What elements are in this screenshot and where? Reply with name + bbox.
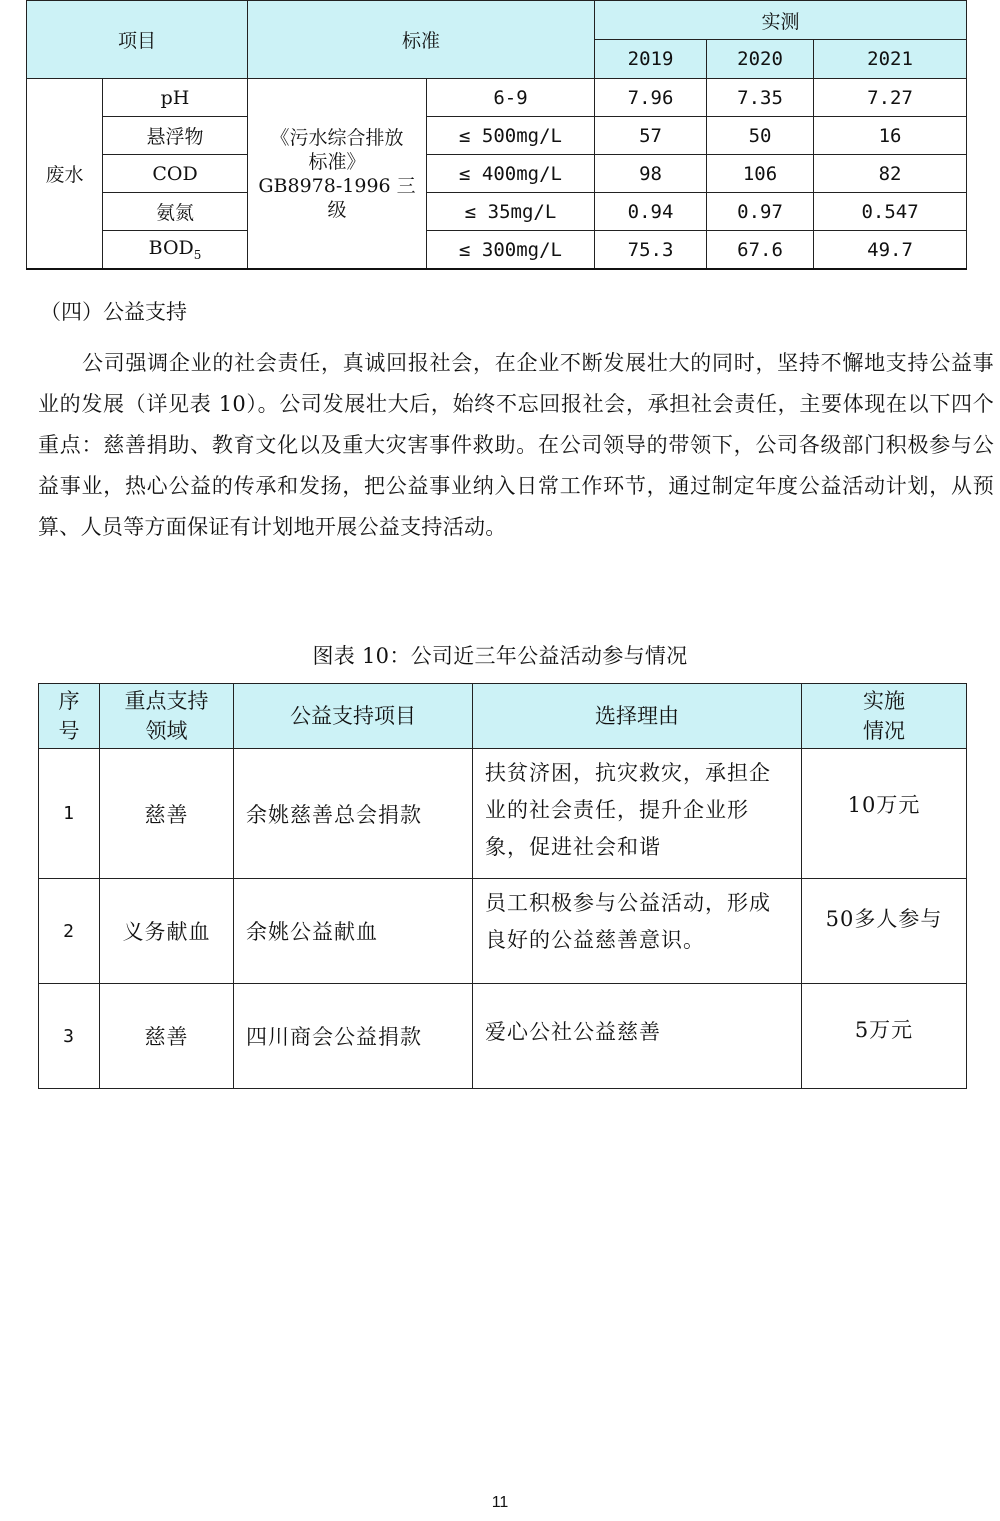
- seq-cell: 3: [39, 984, 100, 1089]
- header-line: 领域: [145, 719, 188, 743]
- project-cell: 余姚公益献血: [234, 879, 473, 984]
- table-row: [27, 117, 967, 155]
- item-cell: 悬浮物: [103, 117, 248, 155]
- standard-line: 《污水综合排放: [270, 126, 404, 149]
- table-row: [39, 879, 967, 984]
- standard-line: 标准》: [308, 150, 366, 173]
- welfare-table: [38, 683, 967, 1089]
- value-cell: 0.94: [595, 193, 707, 231]
- body-paragraph: 公司强调企业的社会责任，真诚回报社会，在企业不断发展壮大的同时，坚持不懈地支持公益事业的发展（详见表 10）。公司发展壮大后，始终不忘回报社会，承担社会责任，主要体现在以下四个重点：慈善捐助、教育文化以及重大灾害事件救助。在公司领导的带领下，公司各级部门积极参与公益事业，热心公益的传承和发扬，把公益事业纳入日常工作环节，通过制定年度公益活动计划，从预算、人员等方面保证有计划地开展公益支持活动。: [38, 351, 994, 539]
- item-cell: [103, 231, 248, 270]
- value-cell: 57: [595, 117, 707, 155]
- impl-cell: 10万元: [802, 749, 967, 879]
- wastewater-table: [26, 0, 967, 270]
- header-field: [100, 684, 234, 749]
- value-cell: 7.96: [595, 79, 707, 117]
- table-row: [27, 155, 967, 193]
- table-row: [27, 79, 967, 117]
- project-cell: 余姚慈善总会捐款: [234, 749, 473, 879]
- value-cell: 7.27: [814, 79, 967, 117]
- field-cell: 义务献血: [100, 879, 234, 984]
- value-cell: 106: [707, 155, 814, 193]
- header-reason: 选择理由: [473, 684, 802, 749]
- reason-cell: 爱心公社公益慈善: [473, 984, 802, 1089]
- limit-cell: ≤ 400mg/L: [427, 155, 595, 193]
- header-year-2019: 2019: [595, 40, 707, 79]
- section-heading: （四）公益支持: [40, 300, 187, 324]
- seq-cell: 1: [39, 749, 100, 879]
- limit-cell: ≤ 35mg/L: [427, 193, 595, 231]
- item-cell: COD: [103, 155, 248, 193]
- value-cell: 82: [814, 155, 967, 193]
- table-row: [39, 749, 967, 879]
- header-impl: [802, 684, 967, 749]
- header-line: 情况: [863, 719, 905, 743]
- item-cell: pH: [103, 79, 248, 117]
- page-number: 11: [491, 1494, 509, 1511]
- header-year-2020: 2020: [707, 40, 814, 79]
- header-year-2021: 2021: [814, 40, 967, 79]
- header-seq: [39, 684, 100, 749]
- value-cell: 50: [707, 117, 814, 155]
- value-cell: 98: [595, 155, 707, 193]
- header-line: 号: [58, 719, 80, 743]
- item-subscript: 5: [193, 247, 202, 262]
- limit-cell: 6-9: [427, 79, 595, 117]
- field-cell: 慈善: [100, 984, 234, 1089]
- impl-cell: 5万元: [802, 984, 967, 1089]
- table-row: [27, 231, 967, 270]
- reason-cell: 扶贫济困，抗灾救灾，承担企业的社会责任，提升企业形象，促进社会和谐: [473, 749, 802, 879]
- field-cell: 慈善: [100, 749, 234, 879]
- limit-cell: ≤ 500mg/L: [427, 117, 595, 155]
- table-row: [27, 193, 967, 231]
- value-cell: 49.7: [814, 231, 967, 270]
- header-standard: 标准: [248, 1, 595, 79]
- item-text: BOD: [148, 237, 194, 260]
- table-row: [39, 984, 967, 1089]
- value-cell: 75.3: [595, 231, 707, 270]
- category-cell: 废水: [27, 79, 103, 270]
- value-cell: 0.97: [707, 193, 814, 231]
- project-cell: 四川商会公益捐款: [234, 984, 473, 1089]
- value-cell: 7.35: [707, 79, 814, 117]
- limit-cell: ≤ 300mg/L: [427, 231, 595, 270]
- figure-caption: 图表 10：公司近三年公益活动参与情况: [312, 644, 688, 668]
- standard-line: GB8978-1996 三: [258, 174, 416, 197]
- item-cell: 氨氮: [103, 193, 248, 231]
- header-line: 序: [58, 689, 80, 713]
- value-cell: 16: [814, 117, 967, 155]
- header-item: 项目: [27, 1, 248, 79]
- value-cell: 0.547: [814, 193, 967, 231]
- header-line: 重点支持: [124, 689, 209, 713]
- value-cell: 67.6: [707, 231, 814, 270]
- standard-cell: [248, 79, 427, 270]
- standard-line: 级: [327, 198, 347, 221]
- seq-cell: 2: [39, 879, 100, 984]
- header-project: 公益支持项目: [234, 684, 473, 749]
- header-measured: 实测: [595, 1, 967, 40]
- header-line: 实施: [863, 689, 905, 713]
- reason-cell: 员工积极参与公益活动，形成良好的公益慈善意识。: [473, 879, 802, 984]
- impl-cell: 50多人参与: [802, 879, 967, 984]
